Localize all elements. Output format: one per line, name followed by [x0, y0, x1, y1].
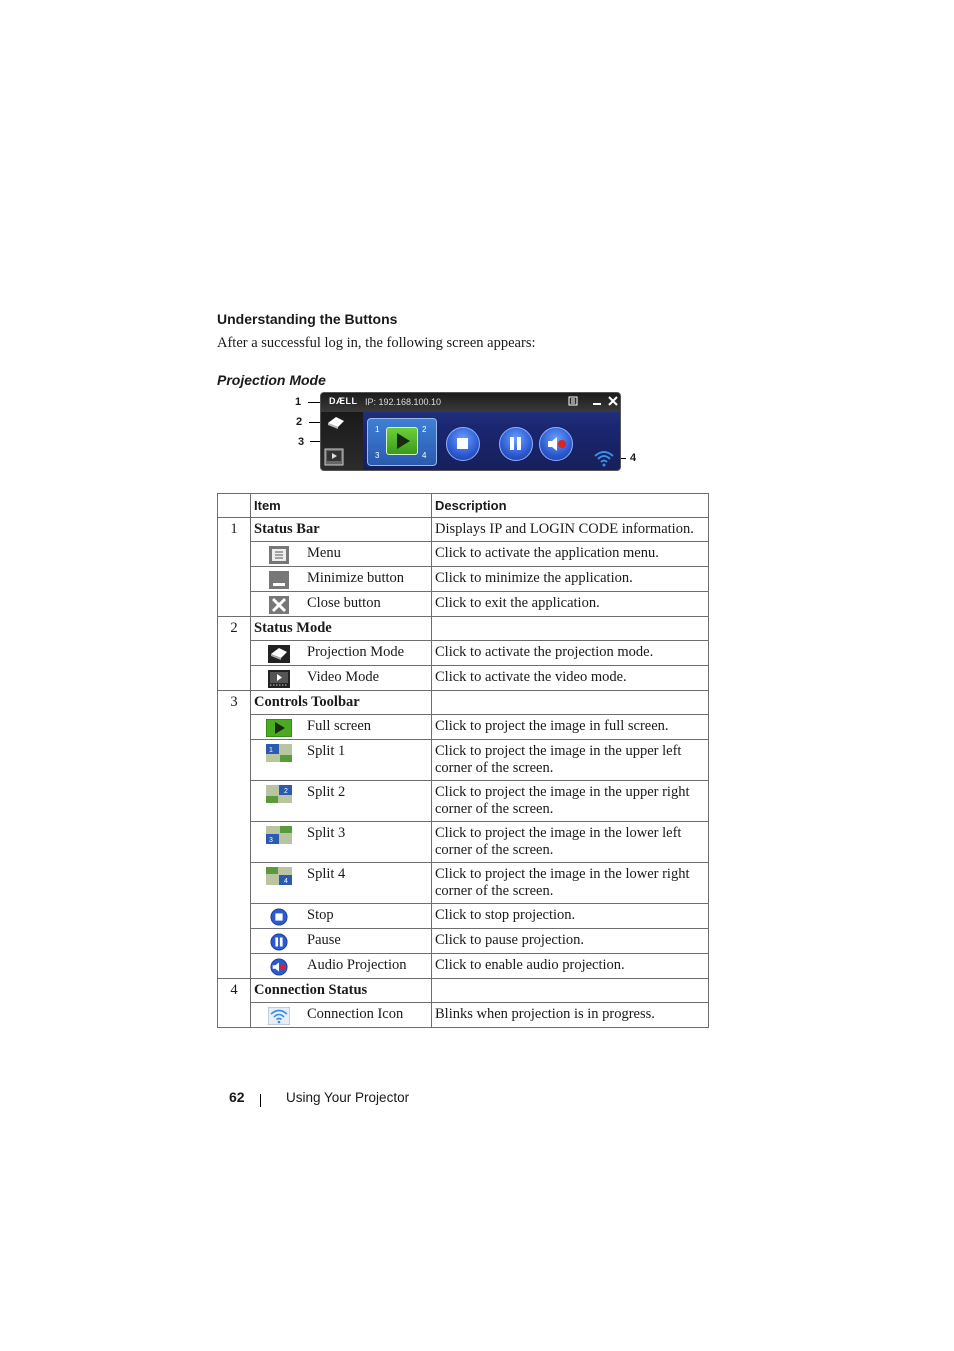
status-bar: [321, 393, 620, 412]
table-header-item: Item: [251, 494, 432, 518]
item-description: Blinks when projection is in progress.: [432, 1003, 709, 1028]
table-row: [218, 1003, 709, 1028]
table-row: [218, 929, 709, 954]
play-icon: [266, 719, 292, 737]
table-header-row: [218, 494, 709, 518]
item-description: [432, 781, 709, 822]
callout-4: 4: [629, 452, 637, 464]
section-heading: Understanding the Buttons: [217, 311, 398, 327]
item-label: Minimize button: [307, 567, 432, 592]
item-label: Split 2: [307, 781, 432, 822]
table-row: [218, 592, 709, 617]
svg-text:3: 3: [269, 837, 273, 844]
projector-app-window: [320, 392, 621, 471]
pause-button[interactable]: [499, 427, 533, 461]
video-mode-icon: [268, 670, 290, 688]
svg-text:4: 4: [284, 878, 288, 885]
callout-1: 1: [294, 396, 302, 408]
menu-icon[interactable]: [567, 396, 579, 408]
group-description: [432, 617, 709, 641]
icon-cell: [251, 954, 308, 979]
stop-icon: [268, 908, 290, 926]
table-row: [218, 740, 709, 781]
split-2-icon: [266, 785, 292, 803]
pause-icon-bar-left: [510, 437, 514, 450]
split-3-icon: [266, 826, 292, 844]
icon-cell: [251, 740, 308, 781]
icon-cell: [251, 822, 308, 863]
pause-icon: [268, 933, 290, 951]
audio-projection-button[interactable]: [539, 427, 573, 461]
table-row: [218, 904, 709, 929]
icon-cell: [251, 929, 308, 954]
callout-3: 3: [297, 436, 305, 448]
description-line: corner of the screen.: [435, 883, 554, 899]
split-2-button[interactable]: 2: [422, 425, 427, 434]
split-3-button[interactable]: 3: [375, 451, 380, 460]
footer-separator: [260, 1094, 261, 1107]
close-icon: [268, 596, 290, 614]
item-description: Click to activate the application menu.: [432, 542, 709, 567]
item-label: Menu: [307, 542, 432, 567]
buttons-table: [217, 493, 709, 1028]
item-label: Split 3: [307, 822, 432, 863]
group-number: 2: [218, 617, 251, 691]
connection-icon: [268, 1007, 290, 1025]
table-row: [218, 542, 709, 567]
description-line: Click to project the image in the lower left: [435, 825, 682, 841]
minimize-icon: [268, 571, 290, 589]
item-description: [432, 863, 709, 904]
table-row: [218, 518, 709, 542]
full-screen-play-button[interactable]: [386, 427, 418, 455]
page-number: 62: [229, 1089, 245, 1105]
close-icon[interactable]: [607, 396, 619, 408]
figure-caption: Projection Mode: [217, 372, 326, 388]
stop-icon: [457, 438, 468, 449]
icon-cell: [251, 592, 308, 617]
item-description: [432, 740, 709, 781]
item-label: Video Mode: [307, 666, 432, 691]
status-mode-panel: [321, 412, 363, 471]
description-line: corner of the screen.: [435, 842, 554, 858]
callout-2: 2: [295, 416, 303, 428]
split-1-icon: [266, 744, 292, 762]
item-label: Pause: [307, 929, 432, 954]
speaker-icon: [546, 436, 568, 452]
description-line: corner of the screen.: [435, 801, 554, 817]
intro-paragraph: After a successful log in, the following screen appears:: [217, 335, 536, 351]
table-row: [218, 567, 709, 592]
item-label: Audio Projection: [307, 954, 432, 979]
icon-cell: [251, 715, 308, 740]
item-label: Split 1: [307, 740, 432, 781]
split-4-button[interactable]: 4: [422, 451, 427, 460]
item-description: Click to exit the application.: [432, 592, 709, 617]
item-label: Projection Mode: [307, 641, 432, 666]
item-label: Stop: [307, 904, 432, 929]
group-number: 3: [218, 691, 251, 979]
table-row: [218, 954, 709, 979]
description-line: corner of the screen.: [435, 760, 554, 776]
projection-mode-icon: [268, 645, 290, 663]
group-description: [432, 691, 709, 715]
icon-cell: [251, 641, 308, 666]
group-title: Status Bar: [251, 518, 432, 542]
item-description: Click to project the image in full screen.: [432, 715, 709, 740]
table-row: [218, 863, 709, 904]
item-description: Click to enable audio projection.: [432, 954, 709, 979]
dell-logo: DÆLL: [329, 396, 358, 406]
item-description: Click to activate the projection mode.: [432, 641, 709, 666]
footer-chapter-title: Using Your Projector: [286, 1090, 410, 1105]
item-label: Close button: [307, 592, 432, 617]
item-description: Click to stop projection.: [432, 904, 709, 929]
item-label: Split 4: [307, 863, 432, 904]
split-controls-group: [367, 418, 437, 466]
table-row: [218, 781, 709, 822]
icon-cell: [251, 863, 308, 904]
group-title: Status Mode: [251, 617, 432, 641]
minimize-icon[interactable]: [591, 396, 603, 408]
table-row: [218, 641, 709, 666]
svg-text:2: 2: [284, 788, 288, 795]
icon-cell: [251, 1003, 308, 1028]
icon-cell: [251, 781, 308, 822]
connection-icon: [593, 449, 615, 467]
stop-button[interactable]: [446, 427, 480, 461]
audio-projection-icon: [268, 958, 290, 976]
pause-icon-bar-right: [517, 437, 521, 450]
group-title: Controls Toolbar: [251, 691, 432, 715]
item-description: Click to activate the video mode.: [432, 666, 709, 691]
table-row: [218, 715, 709, 740]
table-header-blank: [218, 494, 251, 518]
projection-mode-icon[interactable]: [326, 415, 346, 436]
ip-address-text: IP: 192.168.100.10: [365, 397, 442, 407]
table-row: [218, 691, 709, 715]
item-description: Click to pause projection.: [432, 929, 709, 954]
group-description: [432, 979, 709, 1003]
group-number: 1: [218, 518, 251, 617]
group-description: Displays IP and LOGIN CODE information.: [432, 518, 709, 542]
svg-text:1: 1: [269, 747, 273, 754]
icon-cell: [251, 904, 308, 929]
description-line: Click to project the image in the upper right: [435, 784, 690, 800]
table-row: [218, 617, 709, 641]
menu-icon: [268, 546, 290, 564]
table-row: [218, 979, 709, 1003]
split-4-icon: [266, 867, 292, 885]
table-row: [218, 822, 709, 863]
item-description: [432, 822, 709, 863]
item-label: Connection Icon: [307, 1003, 432, 1028]
item-description: Click to minimize the application.: [432, 567, 709, 592]
item-label: Full screen: [307, 715, 432, 740]
icon-cell: [251, 542, 308, 567]
split-1-button[interactable]: 1: [375, 425, 380, 434]
table-header-description: Description: [432, 494, 709, 518]
group-number: 4: [218, 979, 251, 1028]
description-line: Click to project the image in the upper left: [435, 743, 682, 759]
icon-cell: [251, 666, 308, 691]
table-row: [218, 666, 709, 691]
video-mode-icon[interactable]: [324, 448, 344, 471]
group-title: Connection Status: [251, 979, 432, 1003]
description-line: Click to project the image in the lower right: [435, 866, 690, 882]
icon-cell: [251, 567, 308, 592]
